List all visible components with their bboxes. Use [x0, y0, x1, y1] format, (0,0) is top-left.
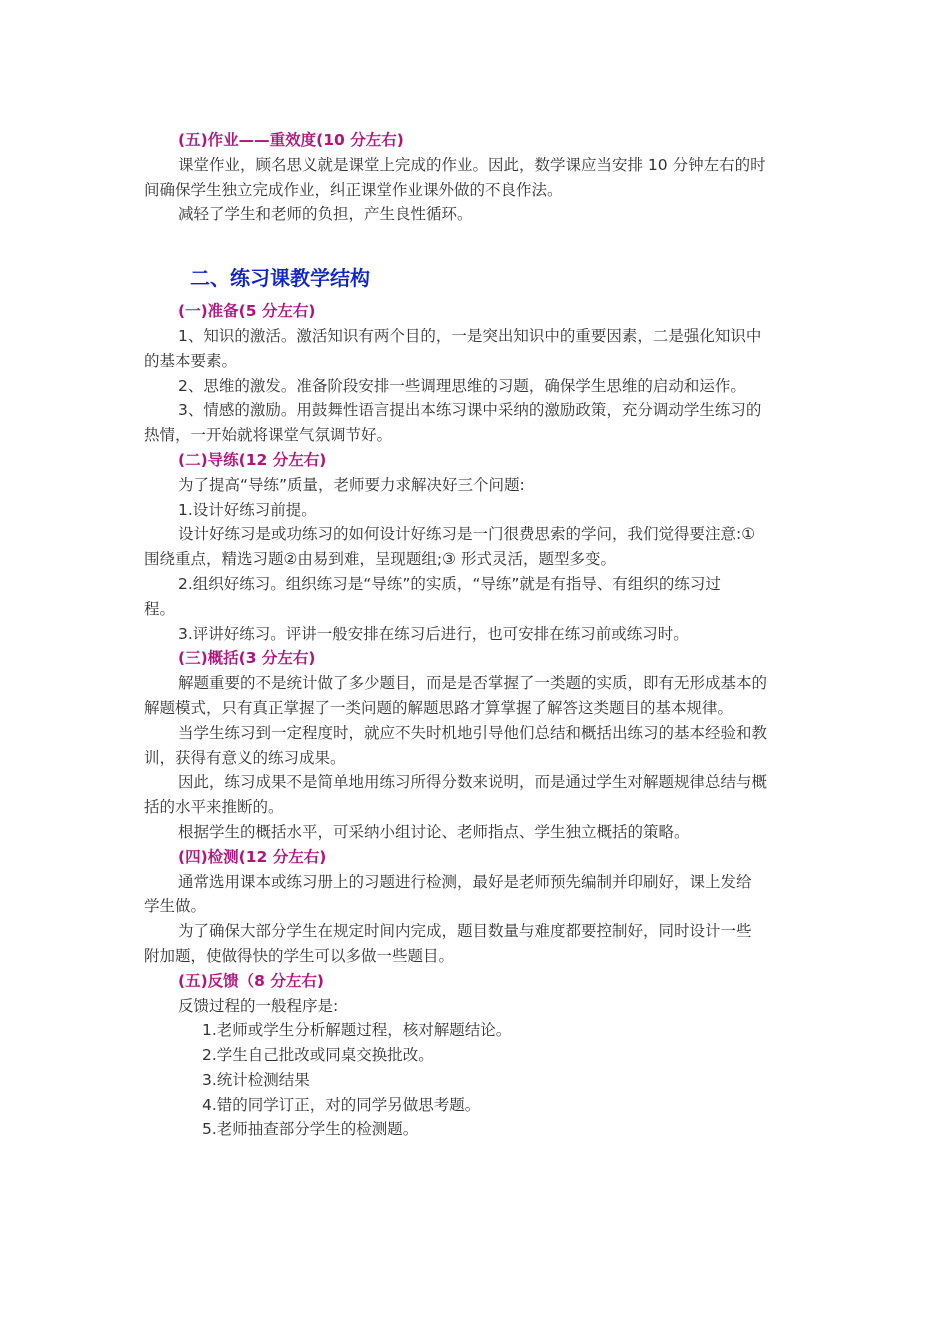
guided-heading: (二)导练(12 分左右) — [178, 450, 327, 469]
test-paragraph-2-line-1: 为了确保大部分学生在规定时间内完成，题目数量与难度都要控制好，同时设计一些 — [178, 922, 752, 941]
section-title-practice-structure: 二、练习课教学结构 — [190, 266, 370, 291]
summary-paragraph-3-line-2: 括的水平来推断的。 — [144, 798, 284, 817]
guided-item-1-desc-line-2: 围绕重点，精选习题②由易到难，呈现题组;③ 形式灵活，题型多变。 — [144, 550, 616, 569]
homework-heading: (五)作业——重效度(10 分左右) — [178, 131, 404, 149]
guided-item-2-line-1: 2.组织好练习。组织练习是“导练”的实质，“导练”就是有指导、有组织的练习过 — [178, 574, 721, 593]
test-paragraph-1-line-2: 学生做。 — [144, 897, 207, 916]
guided-intro: 为了提高“导练”质量，老师要力求解决好三个问题: — [178, 475, 525, 494]
feedback-step-5: 5.老师抽查部分学生的检测题。 — [202, 1120, 419, 1139]
homework-paragraph-1-line-1: 课堂作业，顾名思义就是课堂上完成的作业。因此，数学课应当安排 10 分钟左右的时 — [178, 155, 766, 174]
feedback-heading: (五)反馈（8 分左右) — [178, 971, 324, 990]
summary-paragraph-1-line-2: 解题模式，只有真正掌握了一类问题的解题思路才算掌握了解答这类题目的基本规律。 — [144, 698, 734, 717]
summary-paragraph-2-line-2: 训，获得有意义的练习成果。 — [144, 748, 346, 767]
summary-paragraph-3-line-1: 因此，练习成果不是简单地用练习所得分数来说明，而是通过学生对解题规律总结与概 — [178, 773, 768, 792]
summary-paragraph-1-line-1: 解题重要的不是统计做了多少题目，而是是否掌握了一类题的实质，即有无形成基本的 — [178, 674, 768, 693]
prep-paragraph-2: 2、思维的激发。准备阶段安排一些调理思维的习题，确保学生思维的启动和运作。 — [178, 376, 746, 395]
feedback-step-3: 3.统计检测结果 — [202, 1070, 310, 1089]
prep-paragraph-1-line-2: 的基本要素。 — [144, 351, 238, 370]
guided-item-2-line-2: 程。 — [144, 599, 176, 618]
guided-item-1: 1.设计好练习前提。 — [178, 500, 317, 519]
feedback-intro: 反馈过程的一般程序是: — [178, 996, 339, 1015]
feedback-step-1: 1.老师或学生分析解题过程，核对解题结论。 — [202, 1021, 512, 1040]
summary-paragraph-2-line-1: 当学生练习到一定程度时，就应不失时机地引导他们总结和概括出练习的基本经验和教 — [178, 723, 768, 742]
guided-item-3: 3.评讲好练习。评讲一般安排在练习后进行，也可安排在练习前或练习时。 — [178, 624, 689, 643]
homework-paragraph-2: 减轻了学生和老师的负担，产生良性循环。 — [178, 205, 473, 224]
prep-paragraph-1-line-1: 1、知识的激活。激活知识有两个目的，一是突出知识中的重要因素，二是强化知识中 — [178, 326, 762, 345]
test-paragraph-2-line-2: 附加题，使做得快的学生可以多做一些题目。 — [144, 946, 455, 965]
homework-paragraph-1-line-2: 间确保学生独立完成作业，纠正课堂作业课外做的不良作法。 — [144, 180, 563, 199]
summary-heading: (三)概括(3 分左右) — [178, 649, 316, 668]
prep-paragraph-3-line-1: 3、情感的激励。用鼓舞性语言提出本练习课中采纳的激励政策，充分调动学生练习的 — [178, 401, 762, 420]
prep-paragraph-3-line-2: 热情，一开始就将课堂气氛调节好。 — [144, 426, 393, 445]
feedback-step-4: 4.错的同学订正，对的同学另做思考题。 — [202, 1095, 481, 1114]
guided-item-1-desc-line-1: 设计好练习是或功练习的如何设计好练习是一门很费思索的学问，我们觉得要注意:① — [178, 525, 756, 544]
test-paragraph-1-line-1: 通常选用课本或练习册上的习题进行检测，最好是老师预先编制并印刷好，课上发给 — [178, 872, 752, 891]
feedback-step-2: 2.学生自己批改或同桌交换批改。 — [202, 1046, 434, 1065]
test-heading: (四)检测(12 分左右) — [178, 847, 327, 866]
summary-paragraph-4: 根据学生的概括水平，可采纳小组讨论、老师指点、学生独立概括的策略。 — [178, 822, 690, 841]
prep-heading: (一)准备(5 分左右) — [178, 302, 316, 321]
document-page — [144, 128, 816, 1142]
